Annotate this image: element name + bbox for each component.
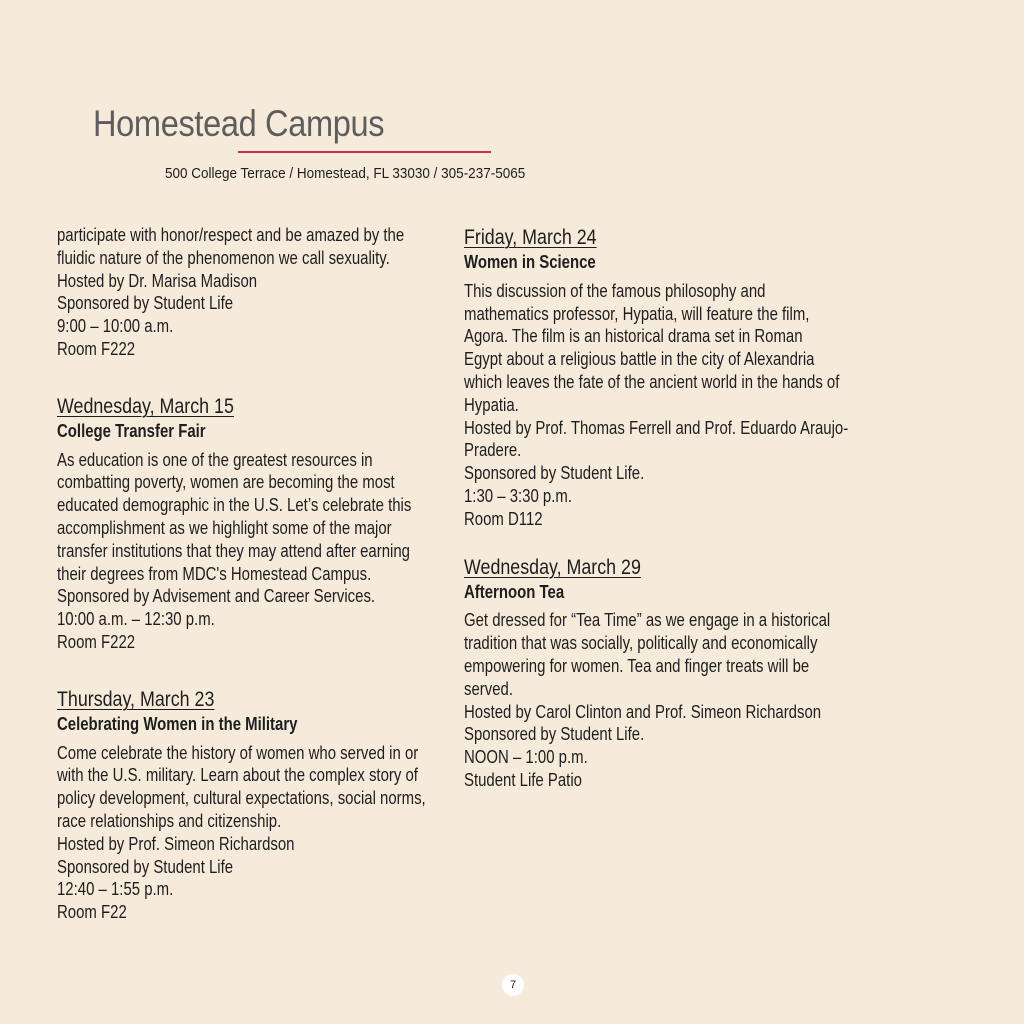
text-line: mathematics professor, Hypatia, will feature the film, xyxy=(464,303,810,324)
text-line: 9:00 – 10:00 a.m. xyxy=(57,316,174,337)
text-line: with the U.S. military. Learn about the complex story of xyxy=(57,765,418,786)
text-line: Room F22 xyxy=(57,902,127,923)
event-date: Thursday, March 23 xyxy=(57,686,215,711)
text-line: NOON – 1:00 p.m. xyxy=(464,747,588,768)
text-line: Sponsored by Student Life. xyxy=(464,463,645,484)
text-line: As education is one of the greatest resources in xyxy=(57,449,373,470)
event-title: College Transfer Fair xyxy=(57,420,206,441)
campus-title: Homestead Campus xyxy=(93,103,385,144)
text-line: Come celebrate the history of women who served in or xyxy=(57,742,419,763)
event-women-in-science xyxy=(464,224,849,531)
event-title: Afternoon Tea xyxy=(464,581,565,602)
text-line: policy development, cultural expectations, social norms, xyxy=(57,788,426,809)
text-line: fluidic nature of the phenomenon we call sexuality. xyxy=(57,247,390,268)
page-number: 7 xyxy=(502,974,524,996)
text-line: which leaves the fate of the ancient world in the hands of xyxy=(464,371,840,392)
text-line: Agora. The film is an historical drama set in Roman xyxy=(464,326,803,347)
text-line: Hosted by Carol Clinton and Prof. Simeon Richardson xyxy=(464,701,822,722)
text-line: Sponsored by Student Life xyxy=(57,293,234,314)
text-line: empowering for women. Tea and finger treats will be xyxy=(464,655,810,676)
text-line: Hypatia. xyxy=(464,394,519,415)
event-women-in-military xyxy=(57,686,426,924)
left-column xyxy=(57,224,426,924)
event-date: Friday, March 24 xyxy=(464,225,597,249)
text-line: Get dressed for “Tea Time” as we engage in a historical xyxy=(464,610,831,631)
text-line: tradition that was socially, politically and economically xyxy=(464,633,818,654)
text-line: Pradere. xyxy=(464,440,522,461)
text-line: Sponsored by Student Life. xyxy=(464,724,645,745)
text-line: Egypt about a religious battle in the city of Alexandria xyxy=(464,349,815,370)
campus-address: 500 College Terrace / Homestead, FL 33030 / 305-237-5065 xyxy=(165,165,526,182)
text-line: Hosted by Prof. Simeon Richardson xyxy=(57,833,295,854)
text-line: combatting poverty, women are becoming the most xyxy=(57,472,395,493)
text-line: participate with honor/respect and be amazed by the xyxy=(57,225,405,245)
text-line: their degrees from MDC's Homestead Campus. xyxy=(57,563,372,584)
text-line: 1:30 – 3:30 p.m. xyxy=(464,485,572,506)
title-divider xyxy=(238,151,491,153)
event-college-transfer-fair xyxy=(57,393,422,654)
text-line: Sponsored by Advisement and Career Services. xyxy=(57,586,376,607)
text-line: educated demographic in the U.S. Let’s celebrate this xyxy=(57,495,412,516)
text-line: Hosted by Prof. Thomas Ferrell and Prof. Eduardo Araujo- xyxy=(464,417,849,438)
text-line: This discussion of the famous philosophy and xyxy=(464,280,766,301)
text-line: Room D112 xyxy=(464,508,543,529)
intro-text xyxy=(57,224,422,361)
text-line: served. xyxy=(464,678,513,699)
event-title: Celebrating Women in the Military xyxy=(57,713,298,734)
event-title: Women in Science xyxy=(464,252,596,272)
text-line: transfer institutions that they may attend after earning xyxy=(57,540,410,561)
text-line: Sponsored by Student Life xyxy=(57,856,234,877)
text-line: Room F222 xyxy=(57,338,136,359)
text-line: race relationships and citizenship. xyxy=(57,810,282,831)
event-date: Wednesday, March 29 xyxy=(464,554,641,579)
event-afternoon-tea xyxy=(464,554,829,792)
text-line: Student Life Patio xyxy=(464,769,582,790)
text-line: Hosted by Dr. Marisa Madison xyxy=(57,270,258,291)
text-line: Room F222 xyxy=(57,631,136,652)
text-line: 10:00 a.m. – 12:30 p.m. xyxy=(57,609,215,630)
event-date: Wednesday, March 15 xyxy=(57,393,234,418)
text-line: 12:40 – 1:55 p.m. xyxy=(57,879,174,900)
right-column xyxy=(464,224,849,792)
text-line: accomplishment as we highlight some of the major xyxy=(57,517,392,538)
